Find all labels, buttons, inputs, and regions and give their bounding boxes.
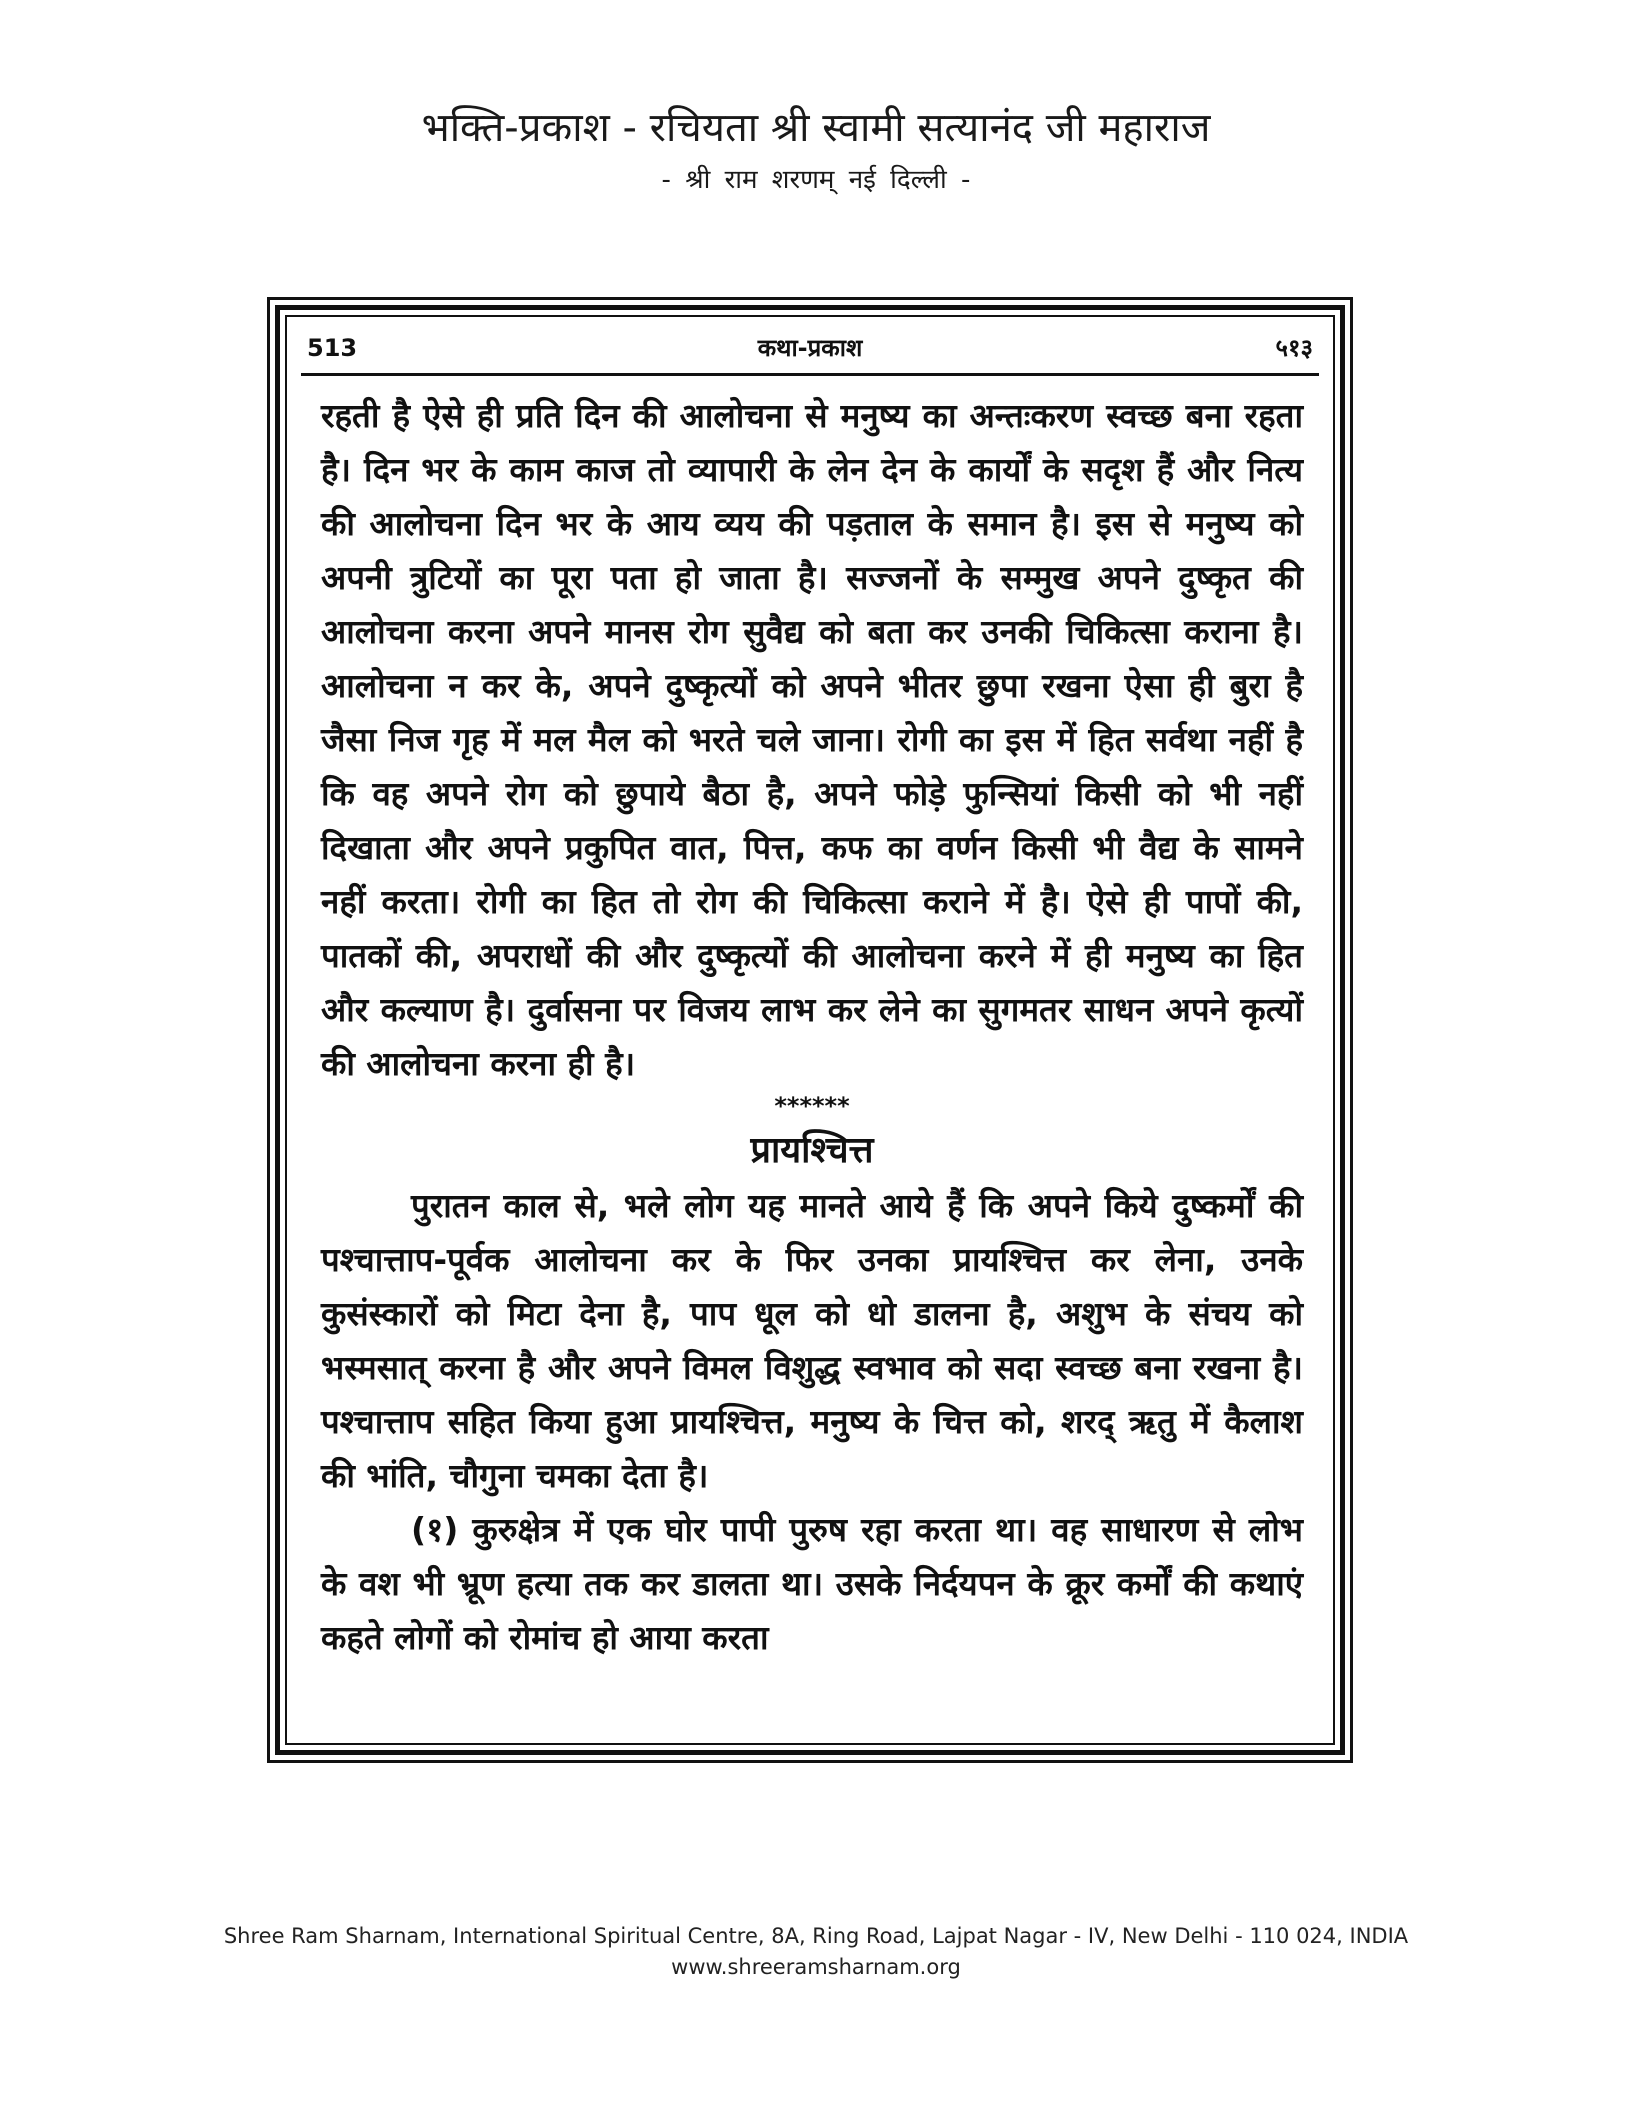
document-footer: [0, 1920, 1632, 1982]
document-header: [0, 100, 1632, 200]
section-separator: ******: [774, 1092, 850, 1120]
footer-website-link[interactable]: www.shreeramsharnam.org: [671, 1955, 961, 1979]
footer-address: Shree Ram Sharnam, International Spiritual Centre, 8A, Ring Road, Lajpat Nagar - IV, New Delhi - 110 024, INDIA: [223, 1924, 1409, 1948]
page-frame-thick-border: [275, 305, 1345, 1755]
paragraph: रहती है ऐसे ही प्रति दिन की आलोचना से मनुष्य का अन्तःकरण स्वच्छ बना रहता है। दिन भर के काम काज तो व्यापारी के लेन देन के कार्यों के सदृश हैं और नित्य की आलोचना दिन भर के आय व्यय की पड़ताल के समान है। इस से मनुष्य को अपनी त्रुटियों का पूरा पता हो जाता है। सज्जनों के सम्मुख अपने दुष्कृत की आलोचना करना अपने मानस रोग सुवैद्य को बता कर उनकी चिकित्सा कराना है। आलोचना न कर के, अपने दुष्कृत्यों को अपने भीतर छुपा रखना ऐसा ही बुरा है जैसा निज गृह में मल मैल को भरते चले जाना। रोगी का इस में हित सर्वथा नहीं है कि वह अपने रोग को छुपाये बैठा है, अपने फोड़े फुन्सियां किसी को भी नहीं दिखाता और अपने प्रकुपित वात, पित्त, कफ का वर्णन किसी भी वैद्य के सामने नहीं करता। रोगी का हित तो रोग की चिकित्सा कराने में है। ऐसे ही पापों की, पातकों की, अपराधों की और दुष्कृत्यों की आलोचना करने में ही मनुष्य का हित और कल्याण है। दुर्वासना पर विजय लाभ कर लेने का सुगमतर साधन अपने कृत्यों की आलोचना करना ही है।: [321, 396, 1303, 1083]
header-rule: [301, 373, 1319, 376]
page-frame: [267, 297, 1353, 1763]
page-content: [321, 389, 1303, 1665]
paragraph: पुरातन काल से, भले लोग यह मानते आये हैं कि अपने किये दुष्कर्मों की पश्चात्ताप-पूर्वक आलोचना कर के फिर उनका प्रायश्चित्त कर लेना, उनके कुसंस्कारों को मिटा देना है, पाप धूल को धो डालना है, अशुभ के संचय को भस्मसात् करना है और अपने विमल विशुद्ध स्वभाव को सदा स्वच्छ बना रखना है। पश्चात्ताप सहित किया हुआ प्रायश्चित्त, मनुष्य के चित्त को, शरद् ऋतु में कैलाश की भांति, चौगुना चमका देता है।: [321, 1186, 1303, 1495]
page-number-left: 513: [307, 334, 358, 362]
paragraph: (१) कुरुक्षेत्र में एक घोर पापी पुरुष रहा करता था। वह साधारण से लोभ के वश भी भ्रूण हत्या तक कर डालता था। उसके निर्दयपन के क्रूर कर्मों की कथाएं कहते लोगों को रोमांच हो आया करता: [321, 1510, 1303, 1657]
page-frame-inner-border: [285, 315, 1335, 1745]
subheading: प्रायश्चित्त: [750, 1130, 874, 1171]
page-number-right: ५१३: [1275, 334, 1313, 362]
header-title: भक्ति-प्रकाश - रचियता श्री स्वामी सत्यानंद जी महाराज: [421, 105, 1211, 151]
running-head: [307, 329, 1313, 367]
section-title: कथा-प्रकाश: [757, 334, 863, 362]
header-subtitle: - श्री राम शरणम् नई दिल्ली -: [661, 165, 971, 195]
